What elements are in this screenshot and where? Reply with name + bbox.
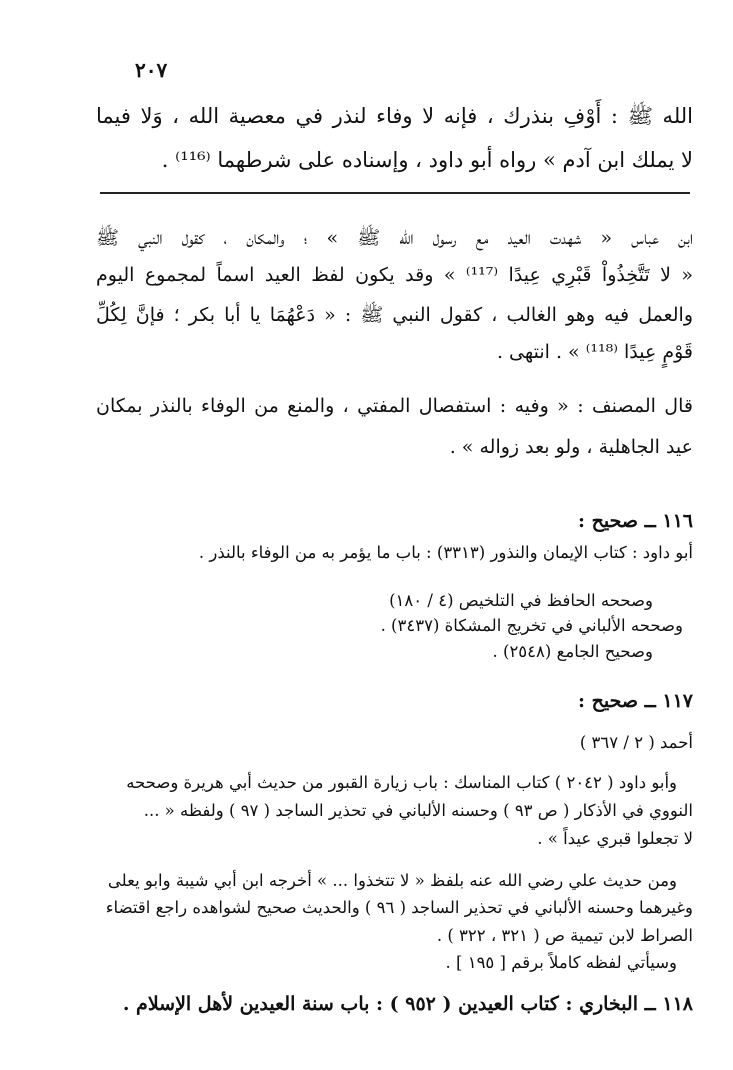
footnote-117-line-5: ومن حديث علي رضي الله عنه بلفظ « لا تتخذوا ... » أخرجه ابن أبي شيبة وابو يعلى [107, 871, 677, 890]
divider-rule [100, 192, 690, 194]
footnote-116-line-2: وصححه الحافظ في التلخيص (٤ / ١٨٠) [389, 591, 653, 610]
footnote-117-line-7: الصراط لابن تيمية ص ( ٣٢١ ، ٣٢٢ ) . [436, 926, 693, 945]
footnote-116-line-3: وصححه الألباني في تخريج المشكاة (٣٤٣٧) . [380, 616, 683, 635]
commentary-line-2: « لا تَتَّخِذُواْ قَبْرِي عِيدًا ⁽¹¹⁷⁾ » وقد يكون لفظ العيد اسماً لمجموع اليوم [96, 264, 693, 286]
footnote-117-line-4: لا تجعلوا قبري عيداً » . [537, 829, 693, 848]
footnote-117-line-2: وأبو داود ( ٢٠٤٢ ) كتاب المناسك : باب زيارة القبور من حديث أبي هريرة وصححه [126, 773, 677, 792]
page-number: ٢٠٧ [135, 58, 168, 82]
footnote-117-line-1: أحمد ( ٢ / ٣٦٧ ) [579, 733, 693, 752]
author-note-line-1: قال المصنف : « وفيه : استفصال المفتي ، والمنع من الوفاء بالنذر بمكان [96, 395, 693, 417]
footnote-117-heading: ١١٧ ــ صحيح : [577, 690, 693, 712]
commentary-line-4: قَوْمٍ عِيدًا ⁽¹¹⁸⁾ » . انتهى . [496, 341, 693, 363]
footnote-118-line: ١١٨ ــ البخاري : كتاب العيدين ( ٩٥٢ ) : باب سنة العيدين لأهل الإسلام . [122, 993, 693, 1015]
commentary-line-1: ابن عباس « شهدت العيد مع رسول الله ﷺ » ؛ والمكان ، كقول النبي ﷺ [96, 227, 693, 249]
footnote-117-line-3: النووي في الأذكار ( ص ٩٣ ) وحسنه الألباني في تحذير الساجد ( ٩٧ ) ولفظه « ... [143, 801, 693, 820]
footnote-117-line-8: وسيأتي لفظه كاملاً برقم [ ١٩٥ ] . [445, 953, 677, 972]
footnote-117-line-6: وغيرهما وحسنه الألباني في تحذير الساجد ( ٩٦ ) والحديث صحيح لشواهده راجع اقتضاء [105, 898, 693, 917]
footnote-116-line-4: وصحيح الجامع (٢٥٤٨) . [492, 642, 653, 661]
author-note-line-2: عيد الجاهلية ، ولو بعد زواله » . [449, 436, 693, 458]
commentary-line-3: والعمل فيه وهو الغالب ، كقول النبي ﷺ : « دَعْهُمَا يا أبا بكر ؛ فإنَّ لِكُلِّ [96, 304, 693, 326]
footnote-116-heading: ١١٦ ــ صحيح : [577, 510, 693, 532]
footnote-116-line-1: أبو داود : كتاب الإيمان والنذور (٣٣١٣) : باب ما يؤمر به من الوفاء بالنذر . [198, 543, 693, 562]
main-text-line-2: لا يملك ابن آدم » رواه أبو داود ، وإسناده على شرطهما ⁽¹¹⁶⁾ . [161, 148, 693, 172]
main-text-line-1: الله ﷺ : أَوْفِ بنذرك ، فإنه لا وفاء لنذر في معصية الله ، وَلا فيما [96, 104, 693, 128]
